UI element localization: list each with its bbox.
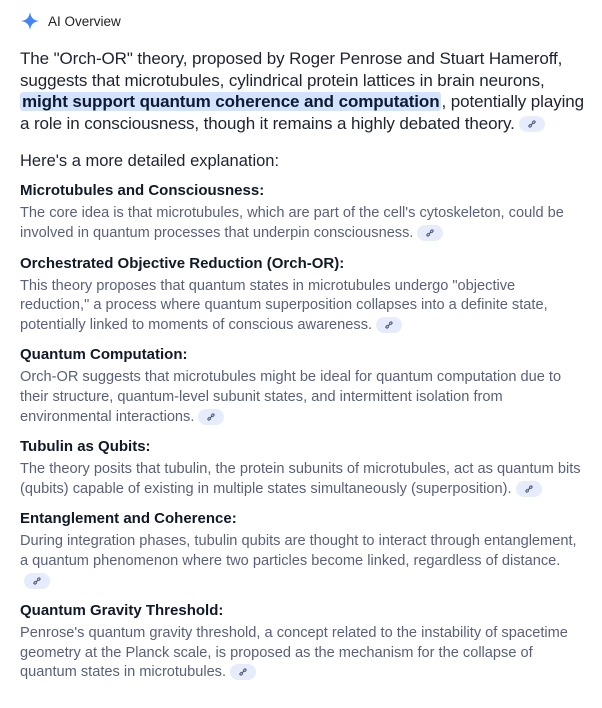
- link-icon: [524, 484, 534, 494]
- section-body: [20, 624, 588, 683]
- lead-text: The "Orch-OR" theory, proposed by Roger Penrose and Stuart Hameroff, suggests that microtubules, cylindrical protein lattices in brain neurons,: [20, 49, 563, 90]
- explanation-section: [20, 602, 588, 683]
- link-icon: [206, 412, 216, 422]
- lead-paragraph: [20, 48, 588, 134]
- section-body: [20, 532, 588, 591]
- source-link-button[interactable]: [417, 225, 443, 241]
- source-link-button[interactable]: [376, 317, 402, 333]
- section-body: [20, 460, 588, 499]
- highlighted-text[interactable]: might support quantum coherence and computation: [22, 92, 440, 112]
- section-title: Quantum Gravity Threshold:: [20, 602, 224, 620]
- lead-text-end: , potentially playing a role in consciousness, though it remains a highly debated theory.: [20, 92, 584, 133]
- source-link-button[interactable]: [230, 664, 256, 680]
- explanation-section: [20, 346, 588, 427]
- section-title: Entanglement and Coherence:: [20, 510, 237, 528]
- source-link-button[interactable]: [198, 409, 224, 425]
- explanation-section: [20, 438, 588, 499]
- section-text: The core idea is that microtubules, which are part of the cell's cytoskeleton, could be involved in quantum processes that underpin consciousness.: [20, 205, 564, 241]
- link-icon: [384, 320, 394, 330]
- detail-heading: Here's a more detailed explanation:: [20, 152, 280, 171]
- source-link-button[interactable]: [519, 116, 545, 132]
- explanation-section: [20, 182, 588, 243]
- link-icon: [32, 576, 42, 586]
- ai-overview-title: AI Overview: [48, 13, 121, 29]
- explanation-section: [20, 510, 588, 591]
- section-title: Orchestrated Objective Reduction (Orch-OR):: [20, 254, 345, 272]
- ai-overview-header: [20, 10, 588, 32]
- section-title: Quantum Computation:: [20, 346, 188, 364]
- link-icon: [238, 667, 248, 677]
- section-title: Microtubules and Consciousness:: [20, 182, 265, 200]
- section-title: Tubulin as Qubits:: [20, 438, 151, 456]
- section-body: [20, 204, 588, 243]
- sparkle-icon: [20, 11, 40, 31]
- section-body: [20, 368, 588, 427]
- link-icon: [527, 119, 537, 129]
- explanation-section: [20, 255, 588, 336]
- section-body: [20, 277, 588, 336]
- section-text: The theory posits that tubulin, the protein subunits of microtubules, act as quantum bits (qubits) capable of existing in multiple states simultaneously (superposition).: [20, 461, 581, 497]
- section-text: Orch-OR suggests that microtubules might be ideal for quantum computation due to their structure, quantum-level subunit states, and intermittent isolation from environmental interactions.: [20, 369, 562, 425]
- source-link-button[interactable]: [24, 573, 50, 589]
- link-icon: [425, 228, 435, 238]
- section-text: Penrose's quantum gravity threshold, a concept related to the instability of spacetime geometry at the Planck scale, is proposed as the mechanism for the collapse of quantum states in microtubules.: [20, 625, 568, 681]
- section-text: This theory proposes that quantum states in microtubules undergo "objective reduction," a process where quantum superposition collapses into a definite state, potentially linked to moments of conscious awareness.: [20, 277, 548, 333]
- source-link-button[interactable]: [516, 481, 542, 497]
- section-text: During integration phases, tubulin qubits are thought to interact through entanglement, a quantum phenomenon where two particles become linked, regardless of distance.: [20, 533, 577, 569]
